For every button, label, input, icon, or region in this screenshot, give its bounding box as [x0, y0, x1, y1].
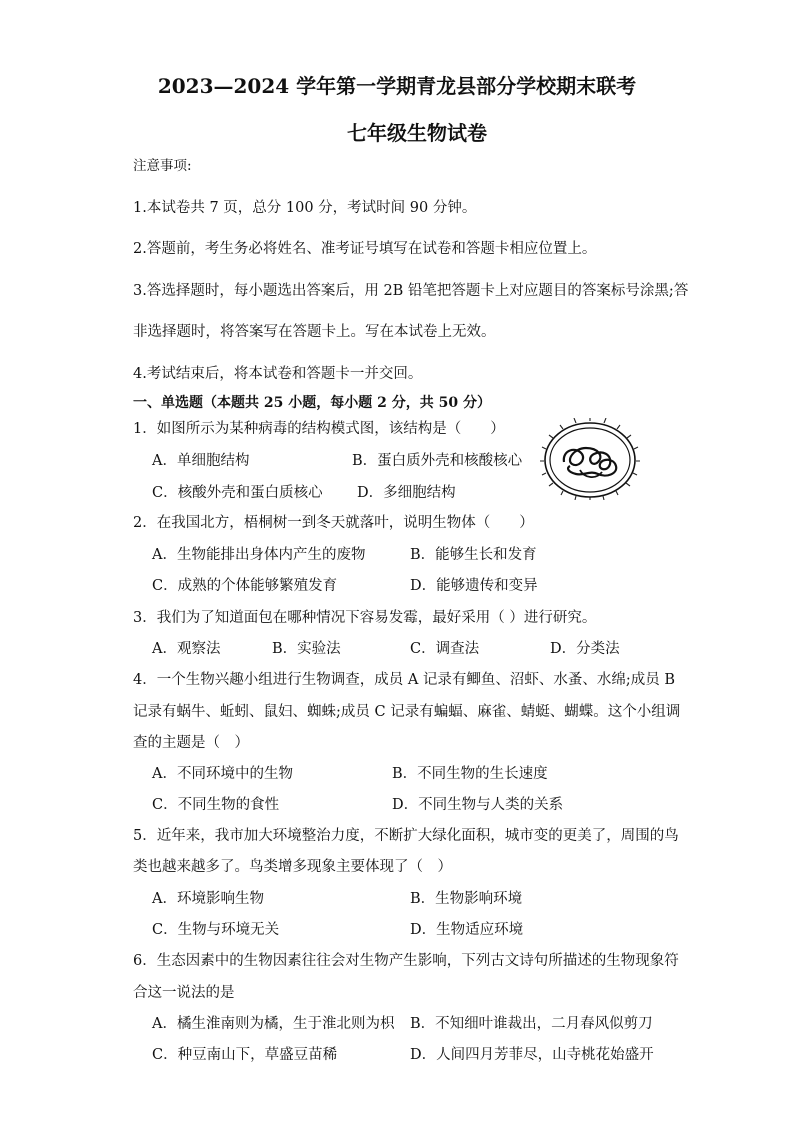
option-c: C．生物与环境无关 — [152, 922, 280, 938]
note-item: 3.答选择题时，每小题选出答案后，用 2B 铅笔把答题卡上对应题目的答案标号涂黑;答 — [133, 283, 689, 299]
question-stem: 1．如图所示为某种病毒的结构模式图，该结构是（ ） — [133, 421, 505, 437]
option-c: C．调查法 — [410, 641, 480, 657]
question-stem: 类也越来越多了。鸟类增多现象主要体现了（ ） — [133, 859, 452, 875]
option-c: C．种豆南山下，草盛豆苗稀 — [152, 1047, 338, 1063]
option-c: C．不同生物的食性 — [152, 797, 280, 813]
notes-heading: 注意事项: — [133, 158, 192, 174]
option-d: D．人间四月芳菲尽，山寺桃花始盛开 — [410, 1047, 654, 1063]
note-item: 1.本试卷共 7 页，总分 100 分，考试时间 90 分钟。 — [133, 200, 477, 216]
option-a: A．观察法 — [152, 641, 221, 657]
note-item: 2.答题前，考生务必将姓名、准考证号填写在试卷和答题卡相应位置上。 — [133, 241, 597, 257]
option-a: A．单细胞结构 — [152, 453, 250, 469]
option-d: D．多细胞结构 — [357, 485, 456, 501]
option-d: D．能够遗传和变异 — [410, 578, 538, 594]
option-b: B．能够生长和发育 — [410, 547, 537, 563]
question-stem: 5．近年来，我市加大环境整治力度，不断扩大绿化面积，城市变的更美了，周围的鸟 — [133, 828, 679, 844]
option-b: B．蛋白质外壳和核酸核心 — [352, 453, 523, 469]
option-b: B．实验法 — [272, 641, 341, 657]
option-a: A．生物能排出身体内产生的废物 — [152, 547, 366, 563]
option-b: B．生物影响环境 — [410, 891, 523, 907]
option-d: D．不同生物与人类的关系 — [392, 797, 564, 813]
note-item: 4.考试结束后，将本试卷和答题卡一并交回。 — [133, 366, 423, 382]
option-c: C．成熟的个体能够繁殖发育 — [152, 578, 338, 594]
section-heading: 一、单选题（本题共 25 小题，每小题 2 分，共 50 分） — [133, 395, 491, 411]
option-c: C．核酸外壳和蛋白质核心 — [152, 485, 323, 501]
option-a: A．橘生淮南则为橘，生于淮北则为枳 — [152, 1016, 395, 1032]
question-stem: 查的主题是（ ） — [133, 735, 249, 751]
virus-structure-icon — [540, 418, 640, 500]
exam-subtitle: 七年级生物试卷 — [347, 121, 487, 145]
question-stem: 6．生态因素中的生物因素往往会对生物产生影响，下列古文诗句所描述的生物现象符 — [133, 953, 679, 969]
option-d: D．分类法 — [550, 641, 620, 657]
question-stem: 3．我们为了知道面包在哪种情况下容易发霉，最好采用（ ）进行研究。 — [133, 610, 597, 626]
exam-title: 2023—2024 学年第一学期青龙县部分学校期末联考 — [157, 74, 637, 98]
option-a: A．环境影响生物 — [152, 891, 264, 907]
option-d: D．生物适应环境 — [410, 922, 524, 938]
note-item: 非选择题时，将答案写在答题卡上。写在本试卷上无效。 — [133, 324, 496, 340]
question-stem: 合这一说法的是 — [133, 985, 235, 1001]
option-a: A．不同环境中的生物 — [152, 766, 293, 782]
option-b: B．不知细叶谁裁出，二月春风似剪刀 — [410, 1016, 653, 1032]
option-b: B．不同生物的生长速度 — [392, 766, 548, 782]
question-stem: 4．一个生物兴趣小组进行生物调查，成员 A 记录有鲫鱼、沼虾、水蚤、水绵;成员 B — [133, 672, 676, 688]
question-stem: 记录有蜗牛、蚯蚓、鼠妇、蜘蛛;成员 C 记录有蝙蝠、麻雀、蜻蜓、蝴蝶。这个小组调 — [133, 704, 681, 720]
question-stem: 2．在我国北方，梧桐树一到冬天就落叶，说明生物体（ ） — [133, 515, 534, 531]
